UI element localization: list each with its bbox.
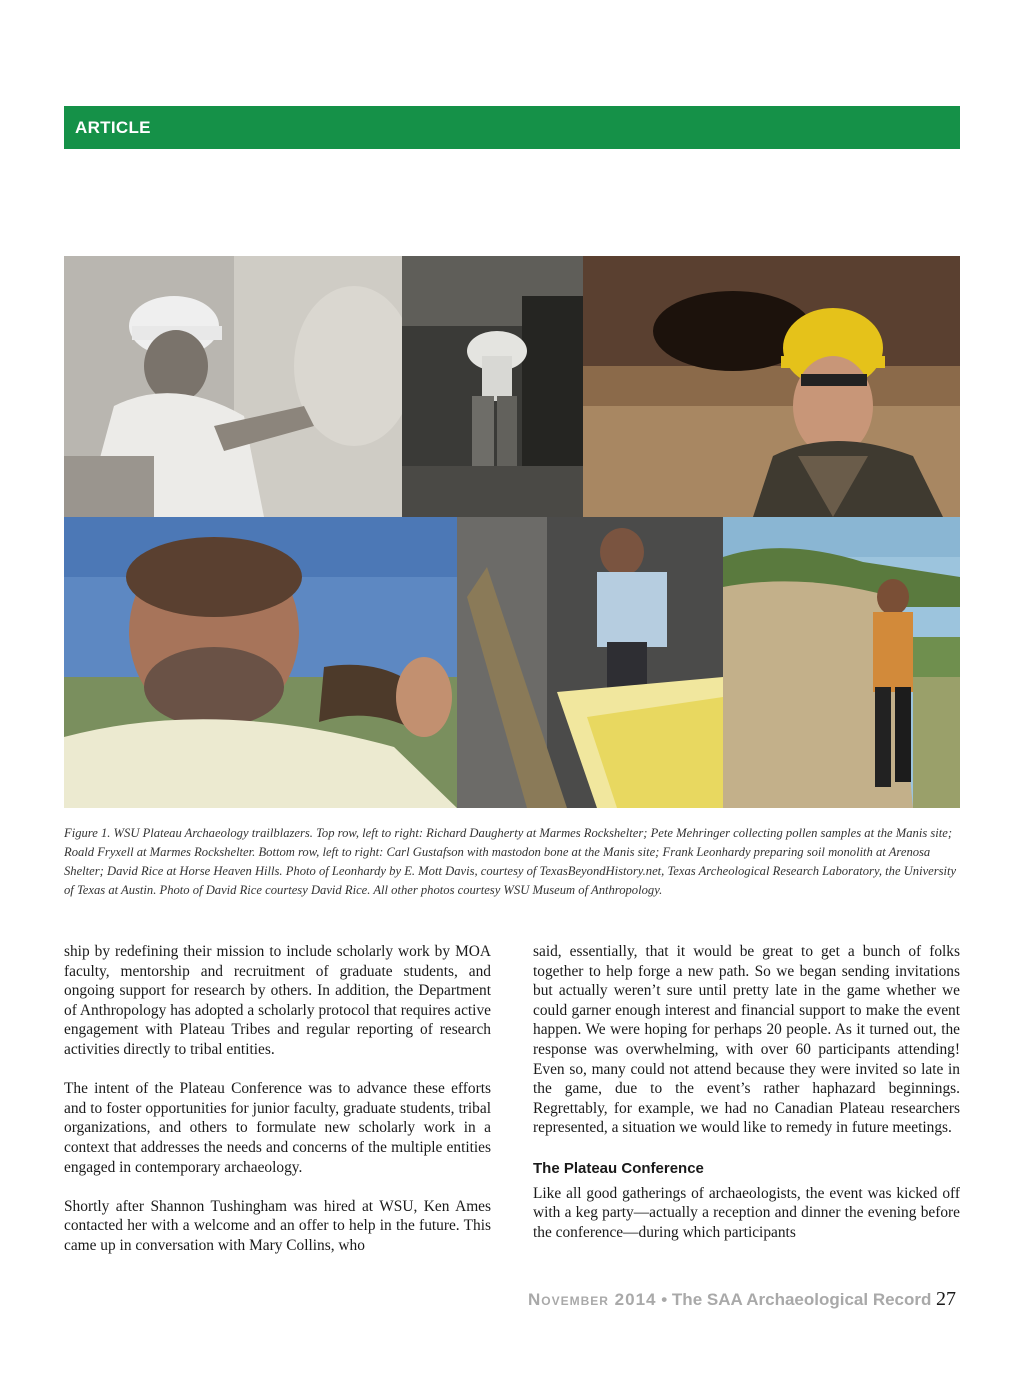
section-heading: The Plateau Conference xyxy=(533,1159,704,1177)
paragraph: said, essentially, that it would be great to get a bunch of folks together to help forge a new path. So we began sending invitations but actually weren’t sure until pretty late in the game whether we could garner enough interest and financial support to make the event happen. We were hoping for perhaps 20 people. As it turned out, the response was overwhelming, with over 60 participants attending! Even so, many could not attend because they were invited so late in the game, due to the event’s rather haphazard beginnings. Regrettably, for example, we had no Canadian Plateau researchers represented, a situation we would like to remedy in future meetings. xyxy=(533,943,960,1137)
section-banner xyxy=(64,106,960,149)
section-label: ARTICLE xyxy=(75,118,151,137)
figure-caption: Figure 1. WSU Plateau Archaeology trailblazers. Top row, left to right: Richard Daugherty at Marmes Rockshelter; Pete Mehringer collecting pollen samples at the Manis site; Roald Fryxell at Marmes Rockshelter. Bottom row, left to right: Carl Gustafson with mastodon bone at the Manis site; Frank Leonhardy preparing soil monolith at Arenosa Shelter; David Rice at Horse Heaven Hills. Photo of Leonhardy by E. Mott Davis, courtesy of TexasBeyondHistory.net, Texas Archeological Research Laboratory, the University of Texas at Austin. Photo of David Rice courtesy David Rice. All other photos courtesy WSU Museum of Anthropology. xyxy=(64,826,957,897)
page-number: 27 xyxy=(936,1288,956,1310)
photo-david-rice xyxy=(723,517,960,808)
body-column-right xyxy=(533,942,960,1262)
paragraph: The intent of the Plateau Conference was to advance these efforts and to foster opportunities for junior faculty, graduate students, tribal organizations, and others to formulate new scholarly work in a context that addresses the needs and concerns of the multiple entities engaged in contemporary archaeology. xyxy=(64,1080,491,1176)
paragraph: Like all good gatherings of archaeologists, the event was kicked off with a keg party—actually a reception and dinner the evening before the conference—during which participants xyxy=(533,1184,960,1241)
photo-pete-mehringer xyxy=(402,256,583,517)
photo-frank-leonhardy xyxy=(457,517,723,808)
footer-bullet: • xyxy=(661,1290,668,1309)
figure-photo-grid xyxy=(64,256,960,808)
running-footer xyxy=(528,1290,932,1310)
body-column-left xyxy=(64,942,491,1275)
issue-date: November 2014 xyxy=(528,1290,657,1309)
photo-roald-fryxell xyxy=(583,256,960,517)
photo-richard-daugherty xyxy=(64,256,402,517)
paragraph: Shortly after Shannon Tushingham was hired at WSU, Ken Ames contacted her with a welcome and an offer to help in the future. This came up in conversation with Mary Collins, who xyxy=(64,1197,491,1254)
paragraph: ship by redefining their mission to include scholarly work by MOA faculty, mentorship and recruitment of graduate students, and ongoing support for research by others. In addition, the Department of Anthropology has adopted a scholarly protocol that requires active engagement with Plateau Tribes and regular reporting of research activities directly to tribal entities. xyxy=(64,943,491,1058)
photo-carl-gustafson xyxy=(64,517,457,808)
publication-title: The SAA Archaeological Record xyxy=(671,1290,932,1309)
